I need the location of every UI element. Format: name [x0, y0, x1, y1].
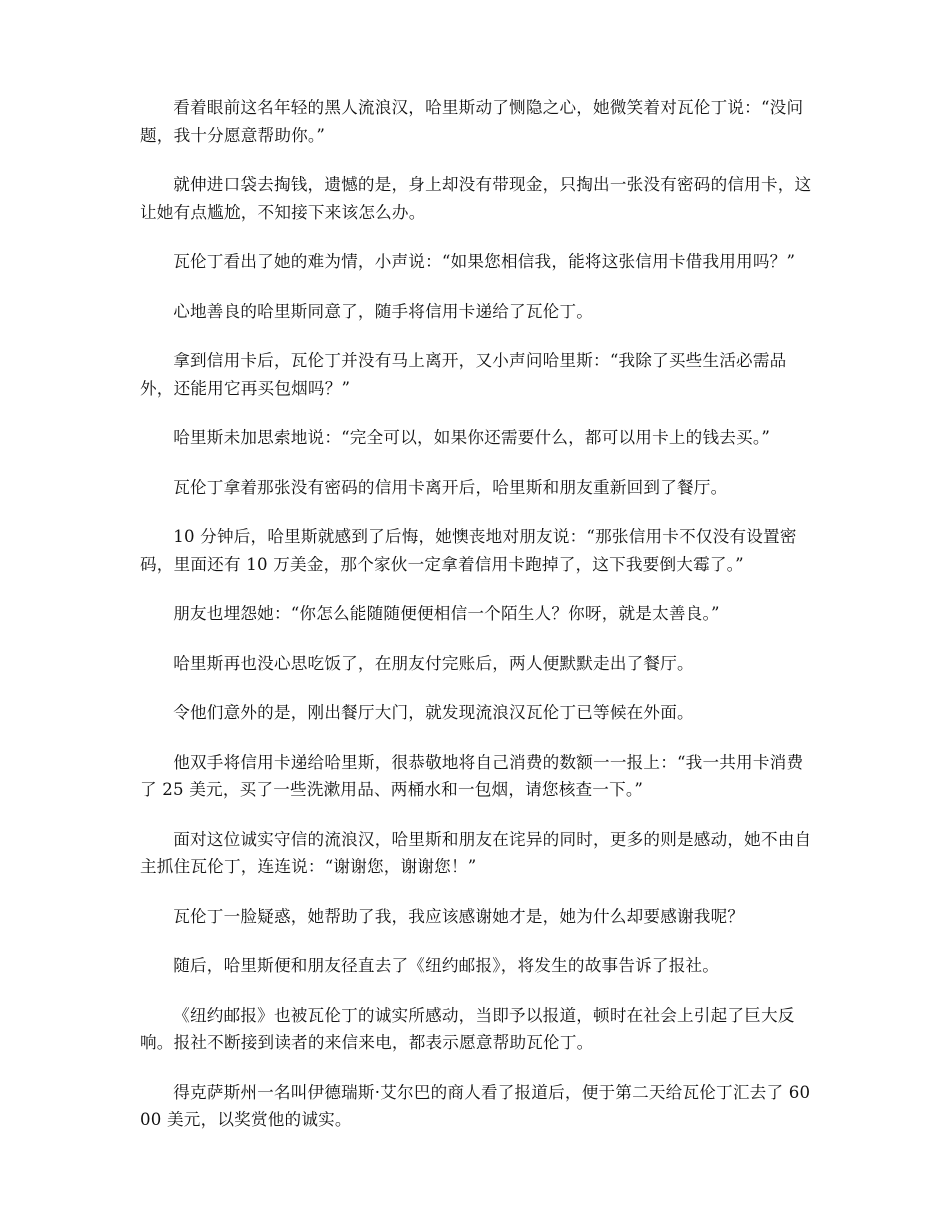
- paragraph: 面对这位诚实守信的流浪汉，哈里斯和朋友在诧异的同时，更多的则是感动，她不由自主抓住瓦伦丁，连连说：“谢谢您，谢谢您！”: [140, 829, 812, 876]
- paragraph: 心地善良的哈里斯同意了，随手将信用卡递给了瓦伦丁。: [173, 301, 594, 321]
- paragraph: 瓦伦丁一脸疑惑，她帮助了我，我应该感谢她才是，她为什么却要感谢我呢？: [173, 906, 745, 926]
- paragraph: 《纽约邮报》也被瓦伦丁的诚实所感动，当即予以报道，顿时在社会上引起了巨大反响。报社不断接到读者的来信来电，都表示愿意帮助瓦伦丁。: [140, 1005, 795, 1052]
- paragraph: 哈里斯再也没心思吃饭了，在朋友付完账后，两人便默默走出了餐厅。: [173, 653, 694, 673]
- paragraph: 随后，哈里斯便和朋友径直去了《纽约邮报》，将发生的故事告诉了报社。: [173, 956, 720, 975]
- paragraph: 看着眼前这名年轻的黑人流浪汉，哈里斯动了恻隐之心，她微笑着对瓦伦丁说：“没问题，我十分愿意帮助你。”: [140, 98, 804, 145]
- paragraph: 就伸进口袋去掏钱，遗憾的是，身上却没有带现金，只掏出一张没有密码的信用卡，这让她有点尴尬，不知接下来该怎么办。: [140, 175, 812, 222]
- paragraph: 令他们意外的是，刚出餐厅大门，就发现流浪汉瓦伦丁已等候在外面。: [173, 703, 694, 722]
- paragraph: 瓦伦丁拿着那张没有密码的信用卡离开后，哈里斯和朋友重新回到了餐厅。: [173, 477, 728, 497]
- paragraph: 10 分钟后，哈里斯就感到了后悔，她懊丧地对朋友说：“那张信用卡不仅没有设置密码，里面还有 10 万美金，那个家伙一定拿着信用卡跑掉了，这下我要倒大霉了。”: [140, 527, 797, 574]
- paragraph: 他双手将信用卡递给哈里斯，很恭敬地将自己消费的数额一一报上：“我一共用卡消费了 25 美元，买了一些洗漱用品、两桶水和一包烟，请您核查一下。”: [140, 752, 804, 799]
- paragraph: 瓦伦丁看出了她的难为情，小声说：“如果您相信我，能将这张信用卡借我用用吗？”: [173, 252, 796, 271]
- paragraph: 哈里斯未加思索地说：“完全可以，如果你还需要什么，都可以用卡上的钱去买。”: [173, 428, 771, 447]
- paragraph: 得克萨斯州一名叫伊德瑞斯·艾尔巴的商人看了报道后，便于第二天给瓦伦丁汇去了 6000 美元，以奖赏他的诚实。: [140, 1082, 811, 1129]
- paragraph: 拿到信用卡后，瓦伦丁并没有马上离开，又小声问哈里斯：“我除了买些生活必需品外，还能用它再买包烟吗？”: [140, 351, 787, 398]
- document-body: [140, 94, 812, 1156]
- paragraph: 朋友也埋怨她：“你怎么能随随便便相信一个陌生人？你呀，就是太善良。”: [173, 604, 720, 623]
